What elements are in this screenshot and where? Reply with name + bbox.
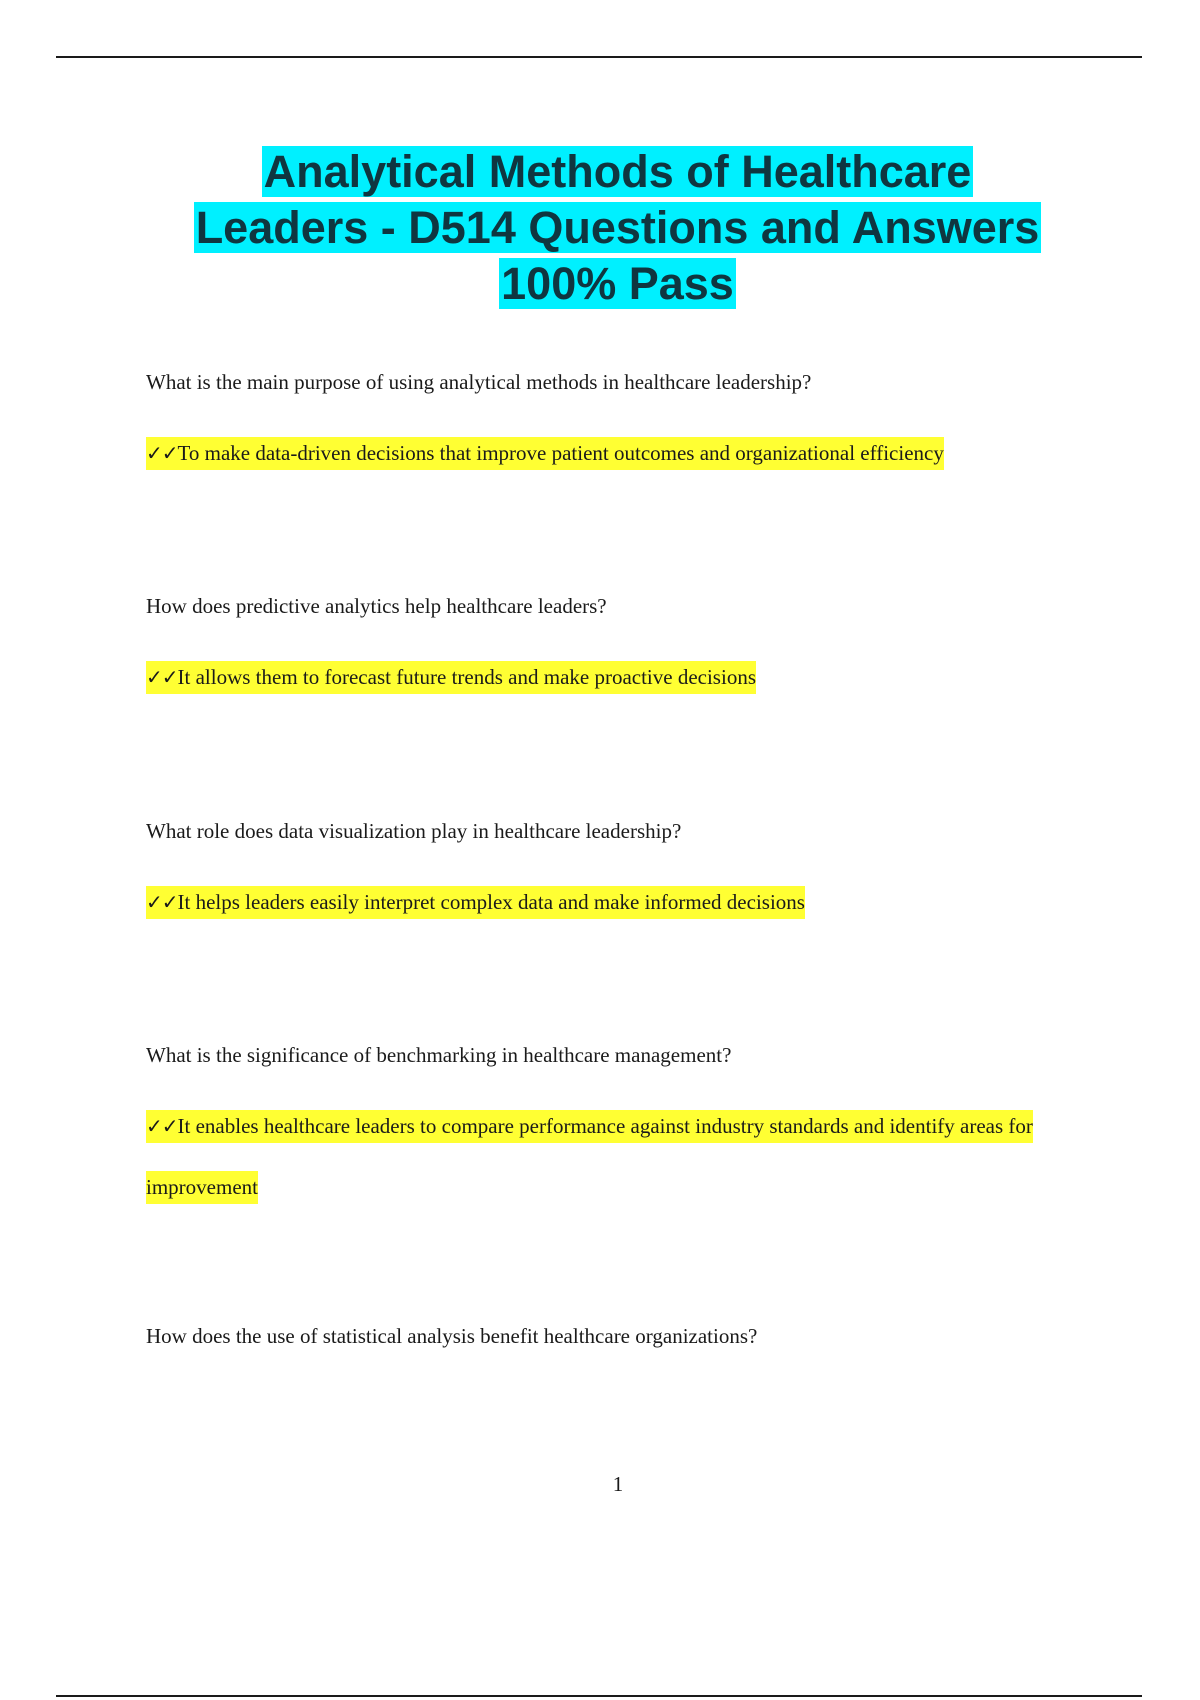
top-rule [56,56,1142,58]
answer-text: It helps leaders easily interpret complex data and make informed decisions [177,890,805,914]
question-text: What is the significance of benchmarking in healthcare management? [146,1043,732,1067]
checkmark-icon: ✓✓ [146,1114,178,1138]
answer [146,647,1096,708]
checkmark-icon: ✓✓ [146,665,178,689]
answer [146,872,1096,933]
question-text: What role does data visualization play in healthcare leadership? [146,819,682,843]
answer-highlight [146,886,805,919]
qa-item-1 [146,368,1096,484]
qa-item-3 [146,817,1096,933]
answer-text: It enables healthcare leaders to compare performance against industry standards and identify areas for improvement [146,1114,1033,1199]
question-text: How does predictive analytics help healthcare leaders? [146,594,607,618]
answer [146,1096,1096,1218]
title-line-3: 100% Pass [501,258,734,309]
checkmark-icon: ✓✓ [146,890,178,914]
answer-highlight [146,437,944,470]
page-number: 1 [612,1472,624,1496]
bottom-rule [56,1695,1142,1697]
qa-item-2 [146,592,1096,708]
answer-text: To make data-driven decisions that improve patient outcomes and organizational efficiency [177,441,944,465]
question-text: What is the main purpose of using analytical methods in healthcare leadership? [146,370,812,394]
answer [146,423,1096,484]
question-text: How does the use of statistical analysis benefit healthcare organizations? [146,1324,758,1348]
qa-item-4 [146,1041,1096,1218]
qa-item-5 [146,1322,1096,1350]
answer-highlight [146,1110,1033,1204]
title-line-2: Leaders - D514 Questions and Answers [195,202,1040,253]
title-line-1: Analytical Methods of Healthcare [263,146,972,197]
checkmark-icon: ✓✓ [146,441,178,465]
answer-highlight [146,661,756,694]
document-title [100,144,1135,312]
answer-text: It allows them to forecast future trends and make proactive decisions [177,665,756,689]
